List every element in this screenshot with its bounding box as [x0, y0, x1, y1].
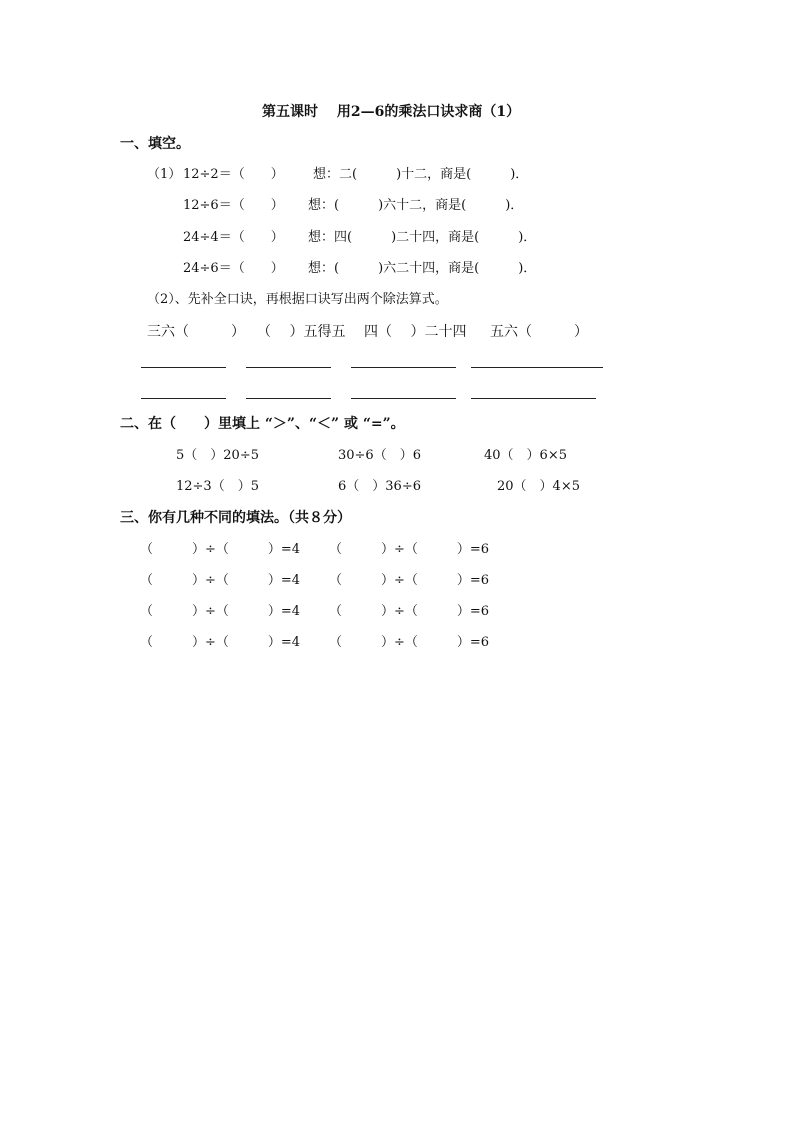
answer-line	[141, 367, 226, 368]
answer-line	[246, 398, 331, 399]
answer-line	[246, 367, 331, 368]
fill-expression: （ ）÷（ ）=6	[329, 542, 490, 557]
rhyme-item: 三六（ ）	[147, 324, 245, 340]
page-title: 第五课时 用2—6的乘法口诀求商（1）	[262, 104, 521, 120]
section-2-heading: 二、在（ ）里填上 “＞”、“＜” 或 “=”。	[120, 416, 405, 432]
answer-line	[471, 398, 596, 399]
rhyme-item: （ ）五得五	[257, 324, 346, 340]
rhyme-item: 五六（ ）	[490, 324, 588, 340]
answer-line	[351, 367, 456, 368]
compare-item: 6（ ）36÷6	[338, 479, 421, 494]
fill-expression: （ ）÷（ ）=4	[140, 573, 301, 588]
section-1-heading: 一、填空。	[120, 136, 190, 152]
compare-item: 20（ ）4×5	[497, 479, 580, 494]
answer-line	[141, 398, 226, 399]
division-expression: 24÷6＝（ ）	[183, 261, 284, 276]
section-3-heading: 三、你有几种不同的填法。（共８分）	[120, 510, 351, 526]
compare-item: 40（ ）6×5	[484, 448, 567, 463]
think-prompt: 想：( )六十二，商是( )．	[308, 198, 524, 213]
division-expression: 12÷6＝（ ）	[183, 198, 284, 213]
part-1-label: （1）	[147, 167, 182, 182]
division-expression: 24÷4＝（ ）	[183, 230, 284, 245]
rhyme-item: 四（ ）二十四	[364, 324, 467, 340]
fill-expression: （ ）÷（ ）=4	[140, 542, 301, 557]
fill-expression: （ ）÷（ ）=6	[329, 573, 490, 588]
fill-expression: （ ）÷（ ）=6	[329, 604, 490, 619]
compare-item: 12÷3（ ）5	[176, 479, 259, 494]
answer-line	[351, 398, 456, 399]
compare-item: 5（ ）20÷5	[176, 448, 259, 463]
compare-item: 30÷6（ ）6	[338, 448, 421, 463]
fill-expression: （ ）÷（ ）=4	[140, 604, 301, 619]
think-prompt: 想：四( )二十四，商是( )．	[308, 230, 537, 245]
think-prompt: 想：( )六二十四，商是( )．	[308, 261, 537, 276]
fill-expression: （ ）÷（ ）=4	[140, 635, 301, 650]
fill-expression: （ ）÷（ ）=6	[329, 635, 490, 650]
think-prompt: 想：二( )十二，商是( )．	[313, 167, 529, 182]
part-2-instruction: （2）、先补全口诀，再根据口诀写出两个除法算式。	[147, 292, 448, 307]
answer-line	[471, 367, 603, 368]
division-expression: 12÷2＝（ ）	[183, 167, 284, 182]
